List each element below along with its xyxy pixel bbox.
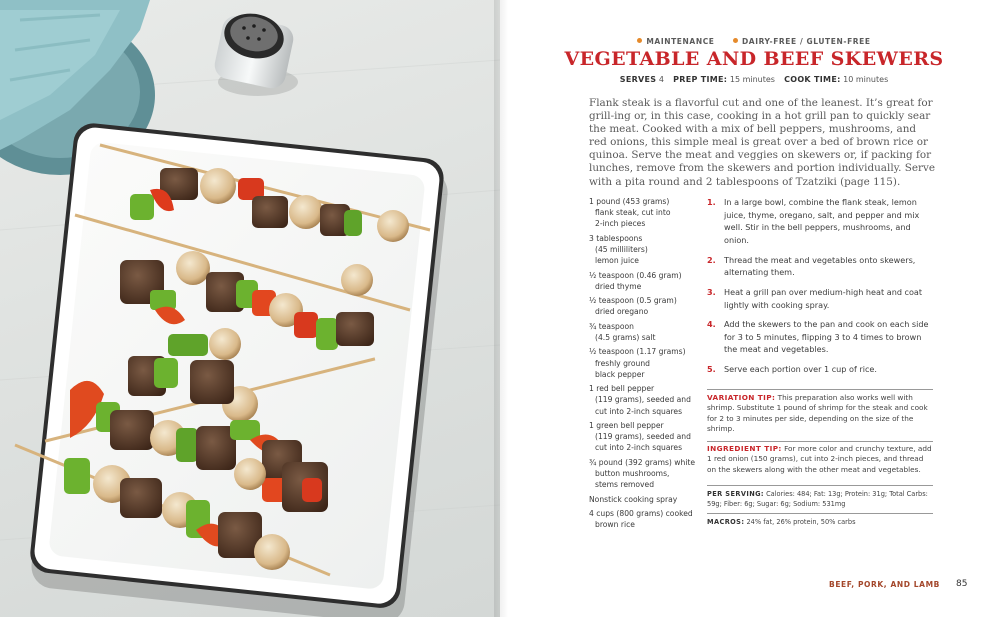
ingredient-line: 1 red bell pepper	[589, 384, 655, 394]
ingredient-item	[589, 383, 709, 417]
serves-value: 4	[658, 75, 665, 84]
direction-step	[707, 286, 934, 311]
step-number: 2.	[707, 254, 716, 265]
ingredient-tip	[707, 444, 934, 475]
recipe-meta	[508, 75, 1000, 84]
ingredient-item	[589, 233, 709, 267]
ingredient-line: freshly ground	[595, 358, 650, 368]
ingredient-line: black pepper	[595, 369, 645, 379]
prep-time-value: 15 minutes	[729, 75, 775, 84]
tag-dairy-gluten-free: DAIRY-FREE / GLUTEN-FREE	[741, 37, 871, 46]
ingredient-line: cut into 2-inch squares	[595, 406, 683, 416]
variation-tip	[707, 393, 934, 435]
ingredient-line: cut into 2-inch squares	[595, 443, 683, 453]
step-text: In a large bowl, combine the flank steak, lemon juice, thyme, oregano, salt, and pepper and mix well. Stir in the bell peppers, mushrooms, and onion.	[724, 197, 920, 246]
ingredient-line: ½ teaspoon (1.17 grams)	[589, 347, 686, 357]
ingredient-item	[589, 494, 709, 505]
step-text: Add the skewers to the pan and cook on each side for 3 to 5 minutes, flipping 3 to 4 times to brown the meat and vegetables.	[724, 319, 929, 355]
macros	[707, 517, 934, 527]
prep-time-label: PREP TIME:	[673, 75, 728, 84]
bullet-dot-icon	[637, 38, 642, 43]
ingredient-line: 4 cups (800 grams) cooked	[589, 508, 693, 518]
ingredient-line: 1 green bell pepper	[589, 420, 664, 430]
recipe-page	[508, 0, 1000, 617]
ingredient-line: stems removed	[595, 480, 655, 490]
ingredient-line: (45 milliliters)	[595, 245, 648, 254]
ingredient-line: dried oregano	[595, 307, 649, 317]
variation-tip-label: VARIATION TIP:	[707, 393, 776, 402]
ingredient-item	[589, 457, 709, 491]
ingredient-item	[589, 346, 709, 380]
bullet-dot-icon	[733, 38, 738, 43]
ingredient-item	[589, 420, 709, 454]
book-gutter	[494, 0, 508, 617]
direction-step	[707, 318, 934, 356]
step-text: Thread the meat and vegetables onto skewers, alternating them.	[724, 254, 916, 278]
ingredient-line: flank steak, cut into	[595, 208, 671, 218]
ingredient-tip-text: For more color and crunchy texture, add 1 red onion (150 grams), cut into 2-inch pieces, and thread on the skewers along with the other meat and vegetables.	[707, 444, 932, 474]
ingredient-line: dried thyme	[595, 281, 642, 291]
divider	[707, 513, 933, 514]
ingredient-line: 1 pound (453 grams)	[589, 197, 670, 206]
recipe-intro: Flank steak is a flavorful cut and one of the leanest. It’s great for grill-ing or, in this case, cooking in a hot grill pan to quickly sear the meat. Cooked with a mix of bell peppers, mushrooms, and red onions, this simple meal is great over a bed of brown rice or quinoa. Serve the meat and veggies on skewers or, if packing for lunches, remove from the skewers and portion individually. Serve with a pita round and 2 tablespoons of Tzatziki (page 115).	[589, 97, 935, 188]
ingredient-line: Nonstick cooking spray	[589, 494, 678, 504]
step-number: 5.	[707, 363, 716, 374]
step-text: Serve each portion over 1 cup of rice.	[724, 363, 877, 374]
recipe-tags	[508, 37, 1000, 46]
ingredient-item	[589, 295, 709, 317]
ingredient-item	[589, 196, 709, 230]
step-number: 4.	[707, 319, 716, 330]
direction-step	[707, 254, 934, 279]
page-number: 85	[956, 579, 968, 589]
step-text: Heat a grill pan over medium-high heat and coat lightly with cooking spray.	[724, 286, 923, 310]
ingredient-line: (119 grams), seeded and	[595, 432, 691, 442]
divider	[707, 441, 933, 442]
footer-section-name: BEEF, PORK, AND LAMB	[829, 580, 940, 589]
ingredient-line: lemon juice	[595, 256, 639, 266]
divider	[707, 389, 933, 390]
ingredient-line: ¾ pound (392 grams) white	[589, 457, 696, 467]
macros-text: 24% fat, 26% protein, 50% carbs	[746, 518, 856, 526]
direction-step	[707, 363, 934, 376]
per-serving-text: Calories: 484; Fat: 13g; Protein: 31g; Total Carbs: 59g; Fiber: 6g; Sugar: 6g; Sodium: 531mg	[707, 490, 928, 509]
ingredient-line: (4.5 grams) salt	[595, 332, 656, 342]
per-serving-label: PER SERVING:	[707, 490, 764, 498]
per-serving	[707, 489, 934, 509]
ingredient-line: 3 tablespoons	[589, 233, 643, 243]
ingredient-item	[589, 321, 709, 343]
ingredient-tip-label: INGREDIENT TIP:	[707, 444, 782, 453]
ingredient-item	[589, 270, 709, 292]
ingredient-line: (119 grams), seeded and	[595, 395, 691, 405]
variation-tip-text: This preparation also works well with shrimp. Substitute 1 pound of shrimp for the steak and cook for 2 to 3 minutes per side, depending on the size of the shrimp.	[707, 393, 928, 434]
divider	[707, 485, 933, 486]
macros-label: MACROS:	[707, 518, 745, 526]
ingredient-line: button mushrooms,	[595, 468, 670, 478]
ingredient-line: brown rice	[595, 520, 635, 530]
ingredient-item	[589, 508, 709, 530]
step-number: 1.	[707, 197, 716, 207]
cook-time-value: 10 minutes	[843, 75, 889, 84]
directions-list	[707, 196, 934, 382]
direction-step	[707, 196, 934, 247]
ingredient-line: 2-inch pieces	[595, 219, 646, 229]
ingredient-line: ¾ teaspoon	[589, 321, 634, 331]
tag-maintenance: MAINTENANCE	[646, 37, 715, 46]
ingredient-line: ½ teaspoon (0.5 gram)	[589, 296, 677, 306]
step-number: 3.	[707, 286, 716, 297]
serves-label: SERVES	[619, 75, 657, 84]
cook-time-label: COOK TIME:	[784, 75, 841, 84]
ingredients-list	[589, 196, 709, 534]
recipe-title: VEGETABLE AND BEEF SKEWERS	[564, 48, 944, 70]
ingredient-line: ½ teaspoon (0.46 gram)	[589, 270, 682, 280]
